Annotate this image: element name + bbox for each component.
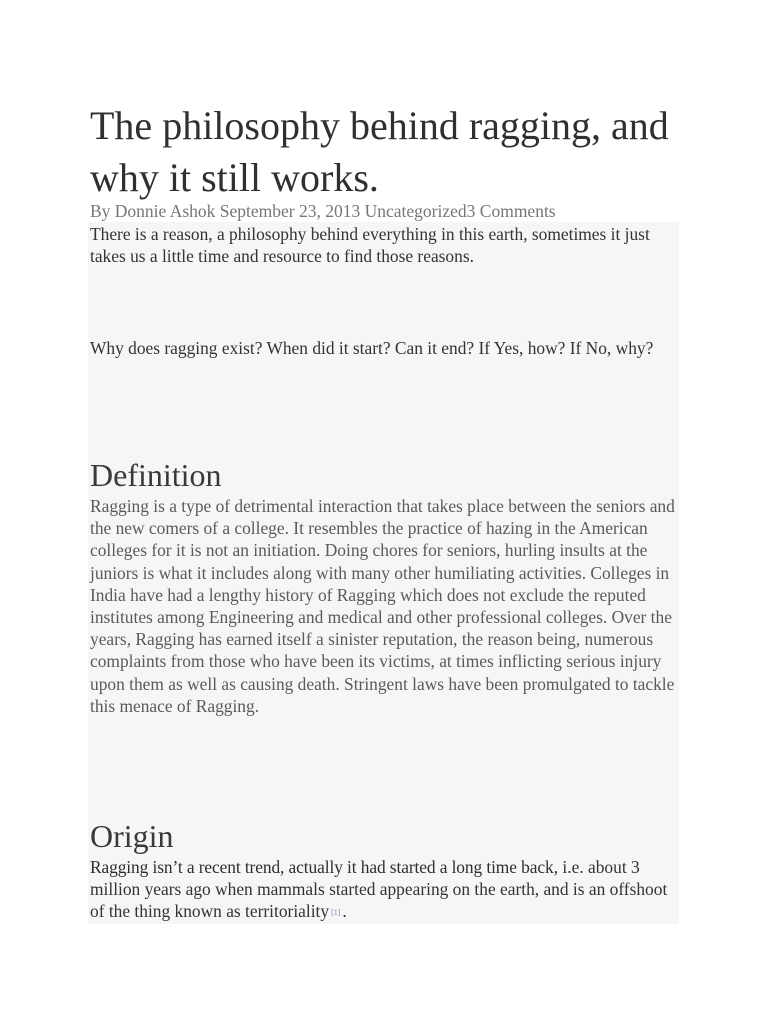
- origin-body-text: ck, i.e. about 3 million years ago when mammals started appearing on the earth, and is an offshoot of the thing known as territoriality: [90, 857, 668, 922]
- origin-heading: Origin: [90, 818, 174, 854]
- definition-heading: Definition: [90, 457, 222, 493]
- article-title: The philosophy behind ragging, and why it still works.: [90, 103, 669, 200]
- origin-end-text: .: [342, 901, 347, 922]
- origin-paragraph: [90, 856, 676, 923]
- origin-lead-text: Ragging isn’t a recent trend, actually it had started a long time ba: [90, 857, 538, 877]
- intro-paragraph: There is a reason, a philosophy behind everything in this earth, sometimes it just takes us a little time and resource to find those reasons.: [90, 224, 650, 267]
- definition-paragraph: Ragging is a type of detrimental interaction that takes place between the seniors and the new comers of a college. It resembles the practice of hazing in the American colleges for it is not an initiation. Doing chores for seniors, hurling insults at the juniors is what it includes along with many other humiliating activities. Colleges in India have had a lengthy history of Ragging which does not exclude the reputed institutes among Engineering and medical and other professional colleges. Over the years, Ragging has earned itself a sinister reputation, the reason being, numerous complaints from those who have been its victims, at times inflicting serious injury upon them as well as causing death. Stringent laws have been promulgated to tackle this menace of Ragging.: [90, 496, 675, 716]
- questions-paragraph: Why does ragging exist? When did it start? Can it end? If Yes, how? If No, why?: [90, 338, 654, 358]
- footnote-marker[interactable]: [1]: [331, 908, 341, 918]
- article-meta: By Donnie Ashok September 23, 2013 Uncategorized3 Comments: [90, 201, 556, 221]
